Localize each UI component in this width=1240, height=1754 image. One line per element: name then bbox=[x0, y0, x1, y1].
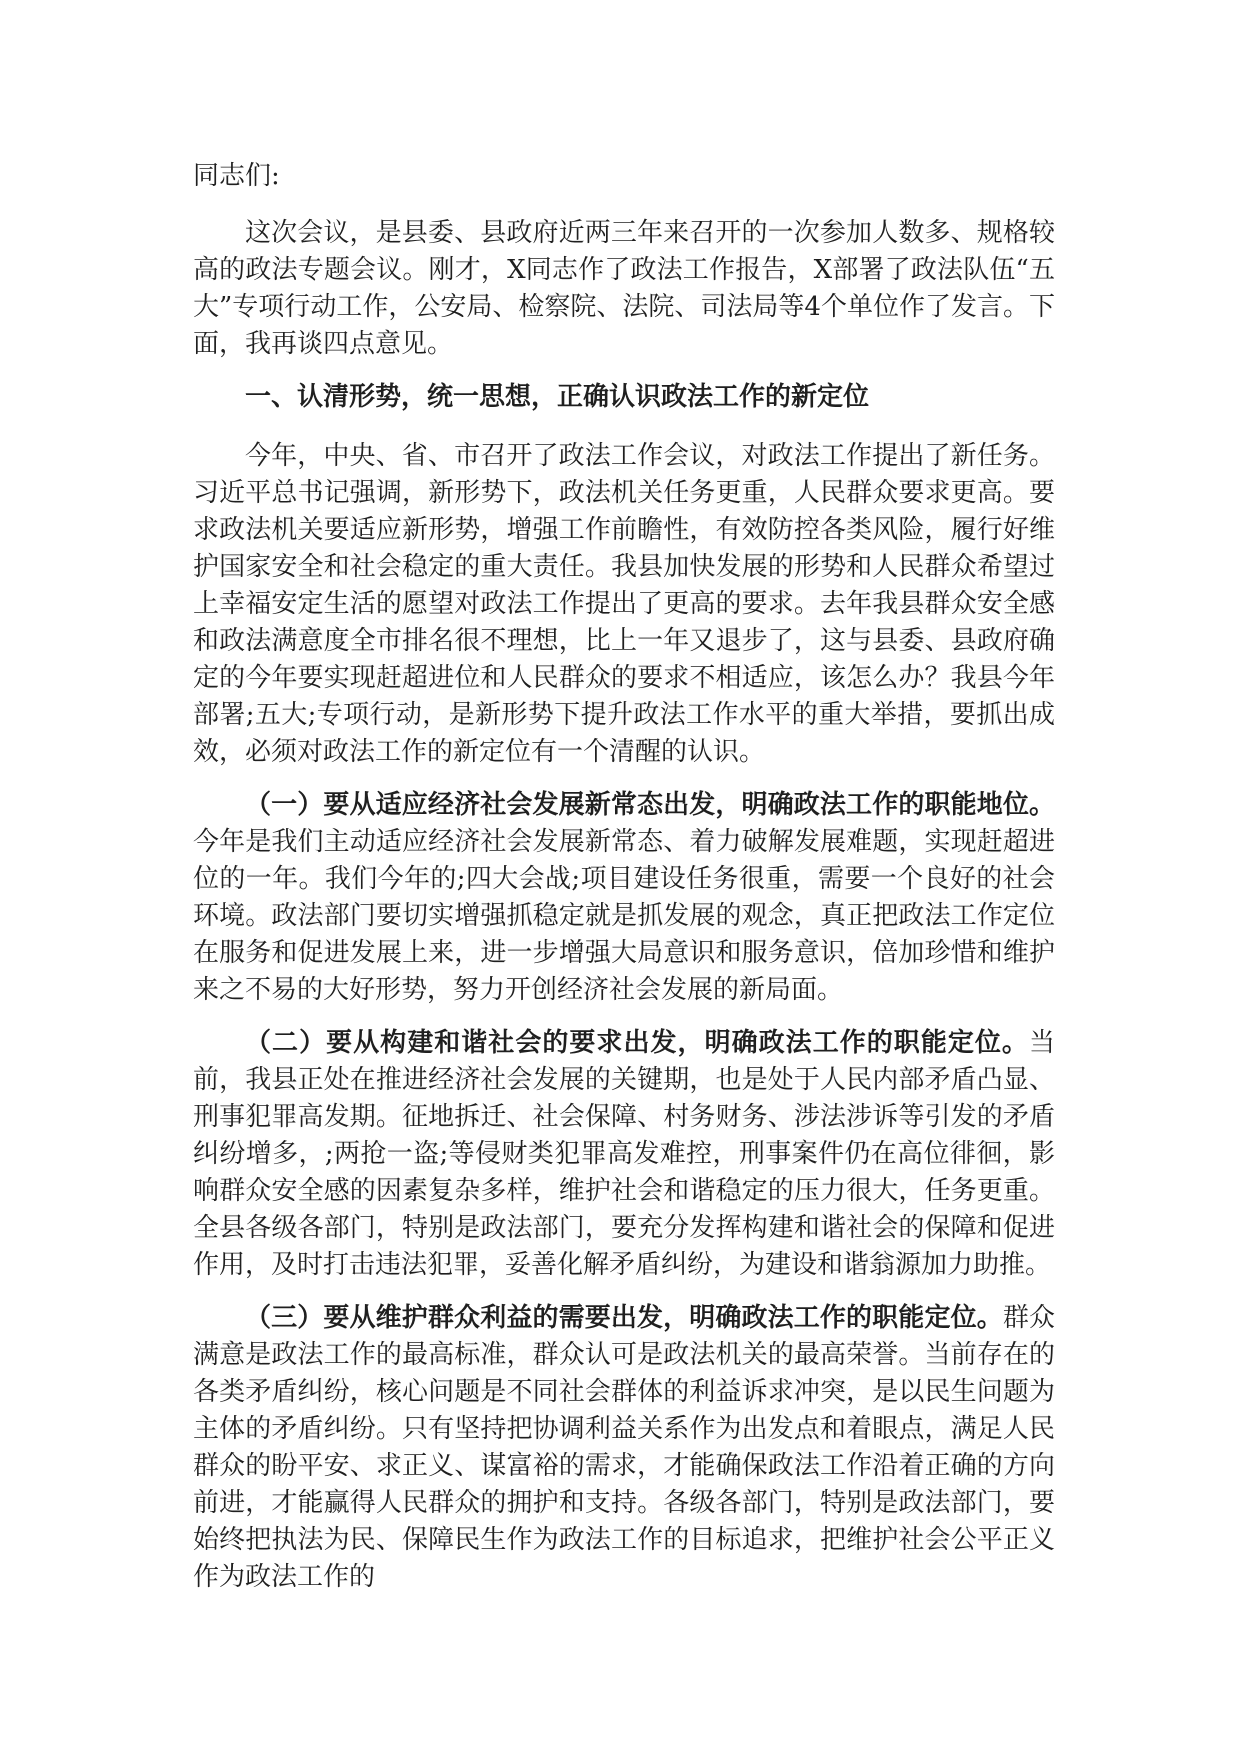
point-2-paragraph bbox=[193, 1025, 1055, 1284]
point-2-title: （二）要从构建和谐社会的要求出发，明确政法工作的职能定位。 bbox=[245, 1028, 1029, 1058]
point-1-body: 今年是我们主动适应经济社会发展新常态、着力破解发展难题，实现赶超进位的一年。我们今年的;四大会战;项目建设任务很重，需要一个良好的社会环境。政法部门要切实增强抓稳定就是抓发展的观念，真正把政法工作定位在服务和促进发展上来，进一步增强大局意识和服务意识，倍加珍惜和维护来之不易的大好形势，努力开创经济社会发展的新局面。 bbox=[193, 827, 1055, 1005]
section-heading-1: 一、认清形势，统一思想，正确认识政法工作的新定位 bbox=[245, 382, 870, 412]
section1-paragraph: 今年，中央、省、市召开了政法工作会议，对政法工作提出了新任务。习近平总书记强调，新形势下，政法机关任务更重，人民群众要求更高。要求政法机关要适应新形势，增强工作前瞻性，有效防控各类风险，履行好维护国家安全和社会稳定的重大责任。我县加快发展的形势和人民群众希望过上幸福安定生活的愿望对政法工作提出了更高的要求。去年我县群众安全感和政法满意度全市排名很不理想，比上一年又退步了，这与县委、县政府确定的今年要实现赶超进位和人民群众的要求不相适应，该怎么办？我县今年部署;五大;专项行动，是新形势下提升政法工作水平的重大举措，要抓出成效，必须对政法工作的新定位有一个清醒的认识。 bbox=[193, 441, 1055, 767]
intro-paragraph: 这次会议，是县委、县政府近两三年来召开的一次参加人数多、规格较高的政法专题会议。刚才，X同志作了政法工作报告，X部署了政法队伍“五大”专项行动工作，公安局、检察院、法院、司法局等4个单位作了发言。下面，我再谈四点意见。 bbox=[193, 218, 1055, 359]
point-3-body: 群众满意是政法工作的最高标准，群众认可是政法机关的最高荣誉。当前存在的各类矛盾纠纷，核心问题是不同社会群体的利益诉求冲突，是以民生问题为主体的矛盾纠纷。只有坚持把协调利益关系作为出发点和着眼点，满足人民群众的盼平安、求正义、谋富裕的需求，才能确保政法工作沿着正确的方向前进，才能赢得人民群众的拥护和支持。各级各部门，特别是政法部门，要始终把执法为民、保障民生作为政法工作的目标追求，把维护社会公平正义作为政法工作的 bbox=[193, 1303, 1055, 1592]
point-1-title: （一）要从适应经济社会发展新常态出发，明确政法工作的职能地位。 bbox=[245, 790, 1055, 820]
salutation: 同志们: bbox=[193, 161, 280, 191]
document-body bbox=[193, 158, 1055, 1612]
point-2-body: 当前，我县正处在推进经济社会发展的关键期，也是处于人民内部矛盾凸显、刑事犯罪高发期。征地拆迁、社会保障、村务财务、涉法涉诉等引发的矛盾纠纷增多，;两抢一盗;等侵财类犯罪高发难控，刑事案件仍在高位徘徊，影响群众安全感的因素复杂多样，维护社会和谐稳定的压力很大，任务更重。全县各级各部门，特别是政法部门，要充分发挥构建和谐社会的保障和促进作用，及时打击违法犯罪，妥善化解矛盾纠纷，为建设和谐翁源加力助推。 bbox=[193, 1028, 1055, 1280]
point-3-paragraph bbox=[193, 1300, 1055, 1596]
point-3-title: （三）要从维护群众利益的需要出发，明确政法工作的职能定位。 bbox=[245, 1303, 1003, 1333]
point-1-paragraph bbox=[193, 787, 1055, 1009]
